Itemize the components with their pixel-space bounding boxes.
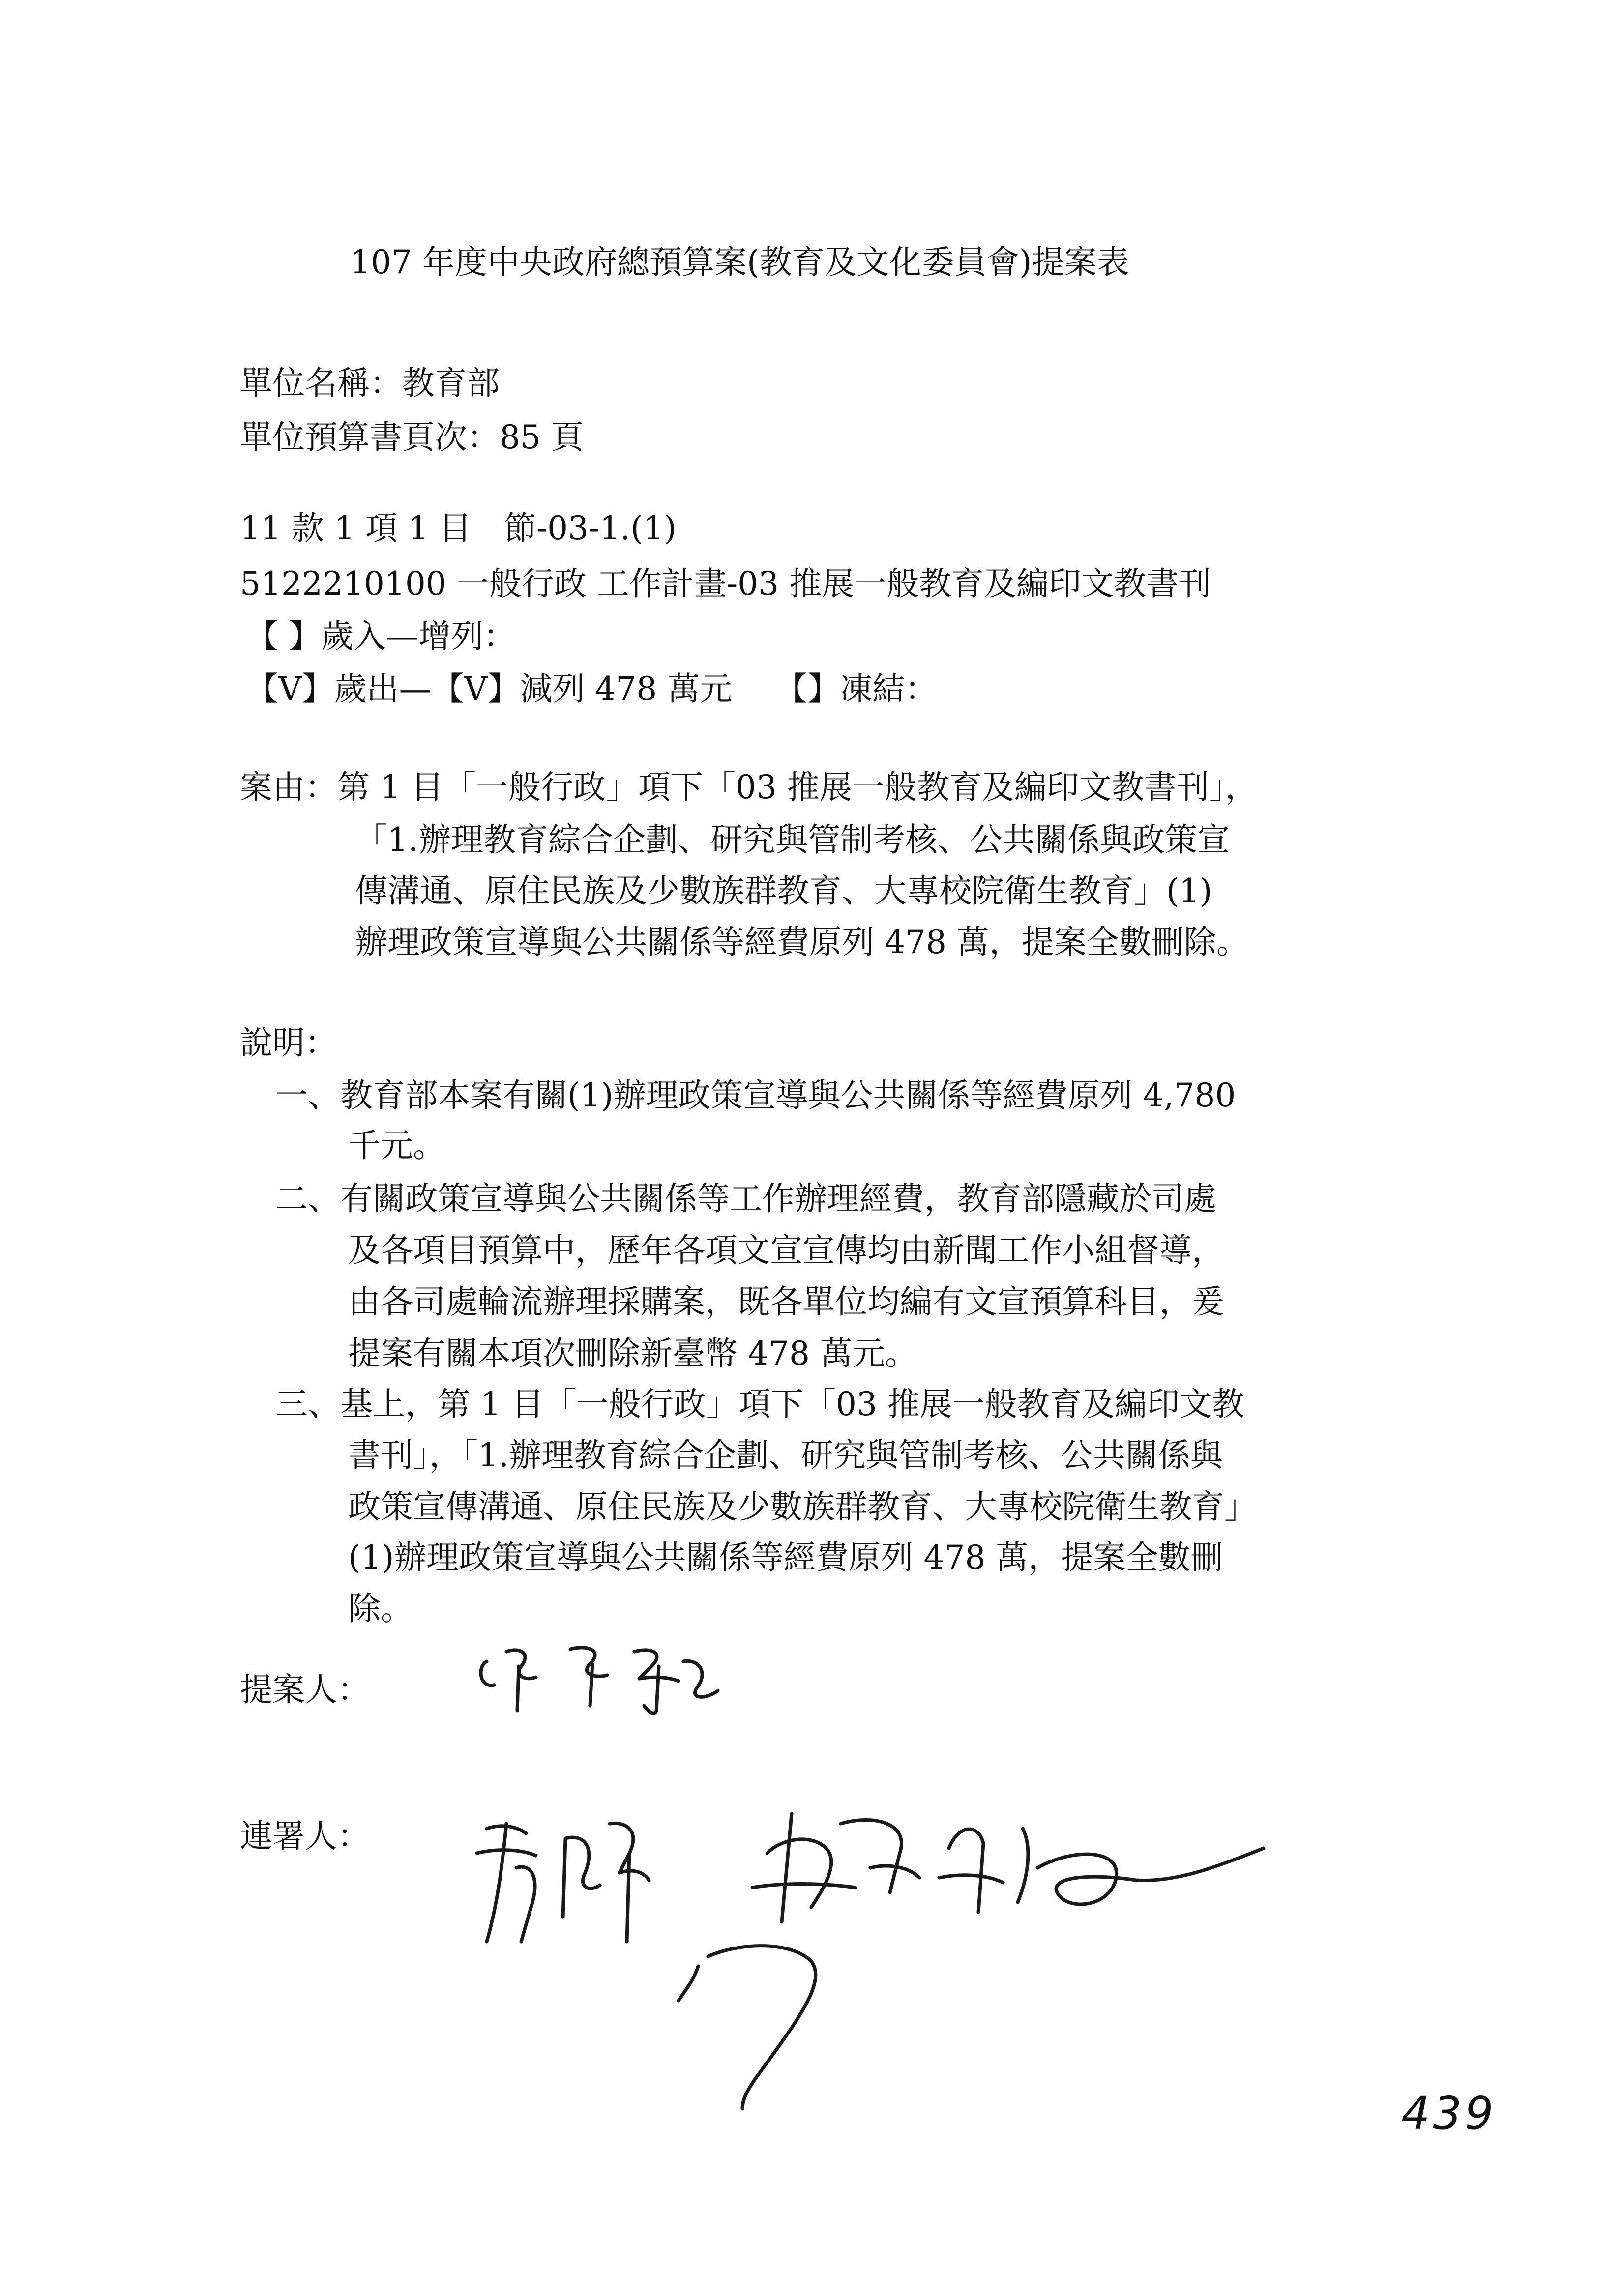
proposer-signature bbox=[472, 1632, 747, 1715]
explanation-line-7: 三、基上，第 1 目「一般行政」項下「03 推展一般教育及編印文教 bbox=[275, 1385, 1244, 1423]
revenue-line: 【 】歲入—增列： bbox=[246, 617, 516, 655]
cosigner-signatures bbox=[467, 1794, 1278, 2128]
explanation-line-8: 書刊」，「1.辦理教育綜合企劃、研究與管制考核、公共關係與 bbox=[348, 1436, 1223, 1474]
proposer-label: 提案人： bbox=[240, 1671, 370, 1709]
explanation-heading: 說明： bbox=[240, 1024, 337, 1062]
unit-budget-pages: 單位預算書頁次：85 頁 bbox=[240, 418, 584, 456]
explanation-line-9: 政策宣傳溝通、原住民族及少數族群教育、大專校院衛生教育」 bbox=[348, 1488, 1257, 1526]
reason-line-1: 案由：第 1 目「一般行政」項下「03 推展一般教育及編印文教書刊」， bbox=[240, 768, 1258, 806]
explanation-line-5: 由各司處輪流辦理採購案，既各單位均編有文宣預算科目，爰 bbox=[348, 1283, 1224, 1321]
reason-line-2: 「1.辦理教育綜合企劃、研究與管制考核、公共關係與政策宣 bbox=[355, 821, 1230, 859]
reason-line-4: 辦理政策宣導與公共關係等經費原列 478 萬，提案全數刪除。 bbox=[355, 923, 1249, 961]
page-number: 439 bbox=[1401, 2087, 1497, 2140]
explanation-line-11: 除。 bbox=[348, 1590, 413, 1628]
unit-name: 單位名稱：教育部 bbox=[240, 364, 500, 402]
item-code: 11 款 1 項 1 目 節-03-1.(1) bbox=[240, 509, 677, 547]
document-title: 107 年度中央政府總預算案(教育及文化委員會)提案表 bbox=[350, 243, 1129, 281]
reason-line-3: 傳溝通、原住民族及少數族群教育、大專校院衛生教育」(1) bbox=[355, 872, 1212, 910]
expense-line: 【V】歲出—【V】減列 478 萬元 【】凍結： bbox=[246, 670, 938, 708]
explanation-line-1: 一、教育部本案有關(1)辦理政策宣導與公共關係等經費原列 4,780 bbox=[275, 1076, 1236, 1114]
explanation-line-6: 提案有關本項次刪除新臺幣 478 萬元。 bbox=[348, 1335, 917, 1372]
explanation-line-3: 二、有關政策宣導與公共關係等工作辦理經費，教育部隱藏於司處 bbox=[275, 1180, 1216, 1218]
explanation-line-2: 千元。 bbox=[348, 1127, 445, 1164]
explanation-line-10: (1)辦理政策宣導與公共關係等經費原列 478 萬，提案全數刪 bbox=[348, 1539, 1223, 1576]
work-plan: 5122210100 一般行政 工作計畫-03 推展一般教育及編印文教書刊 bbox=[240, 565, 1211, 603]
explanation-line-4: 及各項目預算中，歷年各項文宣宣傳均由新聞工作小組督導， bbox=[348, 1231, 1224, 1269]
cosigner-label: 連署人： bbox=[240, 1817, 370, 1855]
